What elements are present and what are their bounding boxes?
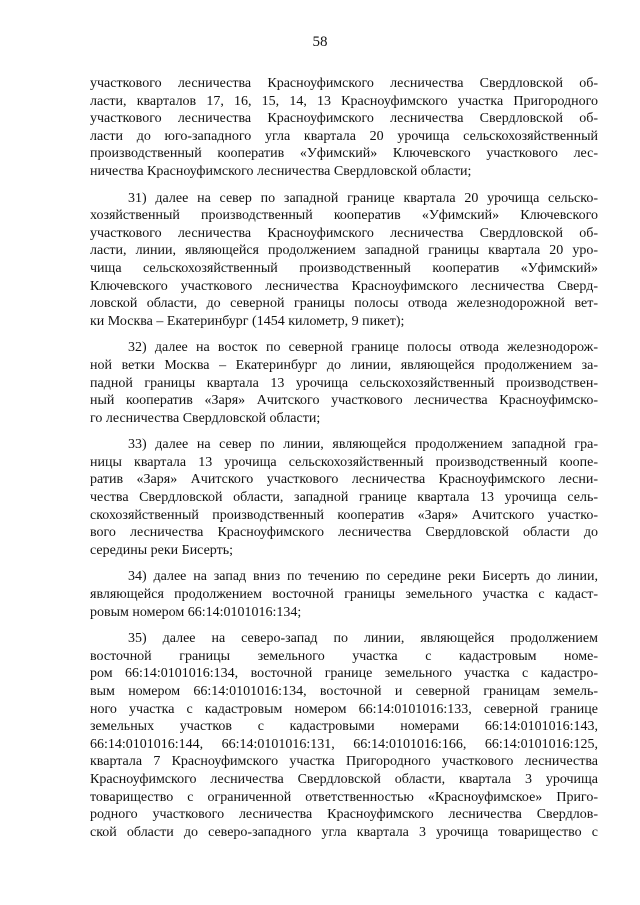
text-line: скохозяйственный производственный кооператив «Заря» Ачитского участко- <box>90 507 598 523</box>
text-line: вым номером 66:14:0101016:134, восточной и северной границам земель- <box>90 684 598 699</box>
text-line: участкового лесничества Красноуфимского лесничества Свердловской об- <box>90 225 598 241</box>
text-line: чества Свердловской области, западной границе квартала 13 урочища сель- <box>90 490 598 506</box>
text-line: ничества Красноуфимского лесничества Свердловской области; <box>90 163 472 179</box>
text-line: ной ветки Москва – Екатеринбург до линии, являющейся продолжением за- <box>90 357 598 373</box>
text-line: го лесничества Свердловской области; <box>90 410 321 426</box>
text-line: участкового лесничества Красноуфимского лесничества Свердловской об- <box>90 76 598 91</box>
text-line: ратив «Заря» Ачитского участкового лесничества Красноуфимского лесни- <box>90 472 598 488</box>
text-line: Ключевского участкового лесничества Красноуфимского лесничества Сверд- <box>90 278 598 294</box>
text-line: ласти, кварталов 17, 16, 15, 14, 13 Красноуфимского участка Пригородного <box>90 93 598 109</box>
paragraph <box>90 339 598 427</box>
text-line: ской области до северо-западного угла квартала 3 урочища товарищество с <box>90 824 598 840</box>
text-line: ром 66:14:0101016:134, восточной границе земельного участка с кадастро- <box>90 666 598 682</box>
document-body <box>90 75 598 850</box>
text-line: 34) далее на запад вниз по течению по середине реки Бисерть до линии, <box>128 569 598 585</box>
text-line: являющейся продолжением восточной границы земельного участка с кадаст- <box>90 587 598 603</box>
text-line: 35) далее на северо-запад по линии, являющейся продолжением <box>128 631 598 647</box>
text-line: 31) далее на север по западной границе квартала 20 урочища сельско- <box>128 190 598 206</box>
text-line: ный кооператив «Заря» Ачитского участкового лесничества Красноуфимско- <box>90 393 598 409</box>
paragraph <box>90 190 598 331</box>
text-line: вого лесничества Красноуфимского лесничества Свердловской области до <box>90 525 598 541</box>
text-line: ного участка с кадастровым номером 66:14:0101016:133, северной границе <box>90 701 598 717</box>
text-line: середины реки Бисерть; <box>90 542 233 558</box>
text-line: участкового лесничества Красноуфимского лесничества Свердловской об- <box>90 111 598 127</box>
page-number: 58 <box>312 34 328 50</box>
paragraph <box>90 75 598 181</box>
text-line: производственный кооператив «Уфимский» Ключевского участкового лес- <box>90 146 598 162</box>
text-line: 33) далее на север по линии, являющейся продолжением западной гра- <box>128 437 598 453</box>
text-line: восточной границы земельного участка с кадастровым номе- <box>90 648 598 664</box>
paragraph <box>90 630 598 841</box>
text-line: ровым номером 66:14:0101016:134; <box>90 604 302 620</box>
text-line: ласти, линии, являющейся продолжением западной границы квартала 20 уро- <box>90 243 598 259</box>
text-line: земельных участков с кадастровыми номерами 66:14:0101016:143, <box>90 719 598 735</box>
text-line: ки Москва – Екатеринбург (1454 километр, 9 пикет); <box>90 313 405 329</box>
text-line: хозяйственный производственный кооператив «Уфимский» Ключевского <box>90 208 598 224</box>
text-line: 32) далее на восток по северной границе полосы отвода железнодорож- <box>128 340 598 356</box>
text-line: 66:14:0101016:144, 66:14:0101016:131, 66:14:0101016:166, 66:14:0101016:125, <box>90 736 598 752</box>
paragraph <box>90 436 598 559</box>
text-line: чища сельскохозяйственный производственный кооператив «Уфимский» <box>90 260 598 276</box>
text-line: падной границы квартала 13 урочища сельскохозяйственный производствен- <box>90 375 598 391</box>
paragraph <box>90 568 598 621</box>
text-line: ловской области, до северной границы полосы отвода железнодорожной вет- <box>90 296 598 312</box>
text-line: родного участкового лесничества Красноуфимского лесничества Свердлов- <box>90 807 598 823</box>
text-line: ницы квартала 13 урочища сельскохозяйственный производственный коопе- <box>90 454 598 470</box>
text-line: Красноуфимского лесничества Свердловской области, квартала 3 урочища <box>90 771 598 787</box>
text-line: товарищество с ограниченной ответственностью «Красноуфимское» Приго- <box>90 789 598 805</box>
text-line: квартала 7 Красноуфимского участка Пригородного участкового лесничества <box>90 754 598 770</box>
text-line: ласти до юго-западного угла квартала 20 урочища сельскохозяйственный <box>90 128 598 144</box>
